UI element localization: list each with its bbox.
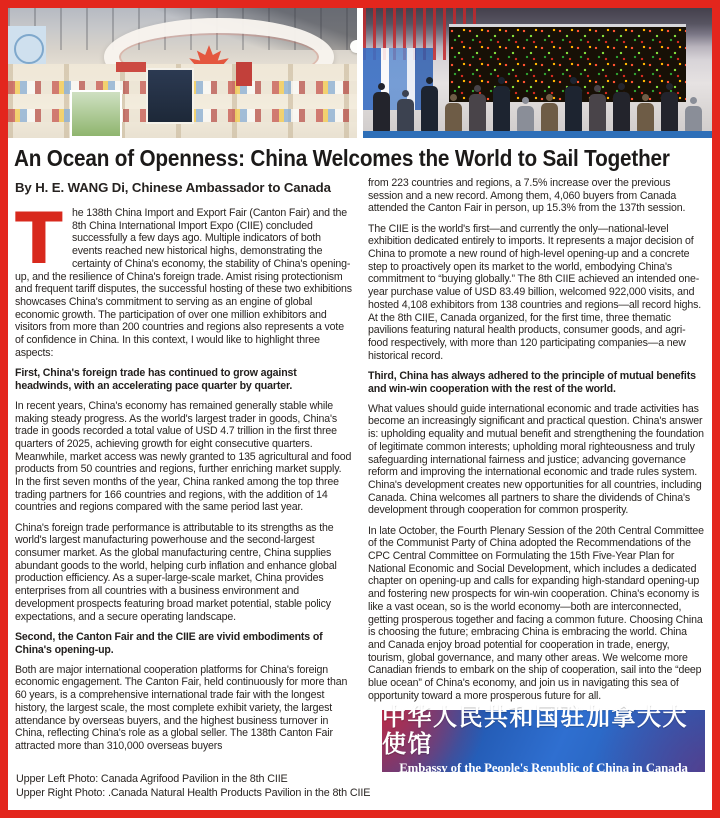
section-heading: Third, China has always adhered to the principle of mutual benefits and win-win cooperation with the rest of the world.	[368, 369, 696, 395]
embassy-banner	[382, 705, 705, 776]
embassy-name-chinese: 中华人民共和国驻加拿大大使馆	[382, 705, 688, 759]
paragraph	[15, 198, 352, 359]
left-column	[15, 177, 352, 772]
paragraph: China's foreign trade performance is attributable to its strengths as the world's largest manufacturing powerhouse and the second-largest consumer market. As the global manufacturing centre, China supplies abundant goods to the world, helping curb inflation and enhance global production efficiency. As a super-large-scale market, China provides enterprises from all countries with a business environment and development prospects featuring broad market potential, stable policy expectations, and a secure operating landscape.	[15, 521, 337, 623]
photo-captions	[16, 773, 370, 800]
photo-health-products-pavilion	[363, 8, 712, 138]
article-columns	[8, 177, 712, 776]
right-column	[368, 177, 705, 776]
embassy-name-english: Embassy of the People's Republic of China in Canada	[399, 761, 688, 776]
photo-strip	[8, 8, 712, 138]
paragraph: from 223 countries and regions, a 7.5% increase over the previous session and a new record. Among them, 4,060 buyers from Canada attended the Canton Fair in person, up 15.3% from the 137th session.	[368, 177, 686, 215]
paragraph-text: he 138th China Import and Export Fair (Canton Fair) and the 8th China International Import Expo (CIIE) concluded successfully a few days ago. Multiple indicators of both events reached new historical highs, demonstrating the certainty of China's economy, the stability of China's opening-up, and the resilience of China's foreign trade. Amist rising protectionism and frequent tariff disputes, the successful hosting of these two exhibitions showcases China's commitment to serving as an engine of global economic growth. The participation of over one million exhibitors and visitors from more than 200 countries and regions also represents a vote of confidence in China. In this context, I would like to highlight three aspects:	[15, 207, 352, 359]
paragraph: The CIIE is the world's first—and currently the only—national-level exhibition dedicated entirely to imports. It represents a major decision of China to promote a new round of high-level opening-up and a concrete step to proactively open its market to the world, embodying China's commitment to “buying globally.” The 8th CIIE achieved an intended one-year purchase value of USD 83.49 billion, welcomed 922,000 visits, and hosted 4,108 exhibitors from 138 countries and regions—all record highs. At the 8th CIIE, Canada organized, for the first time, three thematic pavilions featuring natural health products, consumer goods, and agri-food respectively, with more than 120 participating companies—a new historical record.	[368, 222, 702, 362]
paragraph: What values should guide international economic and trade activities has become an increasingly significant and practical question. China's answer is: upholding equality and mutual benefit and strengthening the foundation of legitimate common interests; upholding moral righteousness and truly safeguarding international fairness and justice; advancing governance reform and improving the international economic and trade rules system. China's development creates new opportunities for all countries, including Canada. China welcomes all partners to share the dividends of China's development through cooperation for common prosperity.	[368, 402, 704, 517]
byline: By H. E. WANG Di, Chinese Ambassador to Canada	[15, 180, 331, 195]
alberta-sign	[350, 40, 357, 53]
green-display-board	[70, 90, 122, 138]
red-sign	[236, 62, 252, 86]
paragraph: In recent years, China's economy has remained generally stable while making steady progress. As the world's largest trader in goods, China's trade in goods recorded a total value of USD 4.7 trillion in the first three quarters of 2025, achieving growth for eight consecutive quarters. Meanwhile, market access was newly granted to 135 agricultural and food products from 50 countries and regions, further enriching market supply. In the first seven months of the year, China ranked among the top three trading partners for 166 countries and regions, with the addition of 14 countries and regions compared with the same period last year.	[15, 399, 352, 514]
section-heading: First, China's foreign trade has continued to grow against headwinds, with an accelerating pace quarter by quarter.	[15, 366, 297, 392]
drop-cap: T	[15, 198, 63, 280]
caption-upper-right: Upper Right Photo: .Canada Natural Health Products Pavilion in the 8th CIIE	[16, 786, 371, 799]
caption-upper-left: Upper Left Photo: Canada Agrifood Pavilion in the 8th CIIE	[16, 773, 288, 785]
visitor-crowd	[363, 78, 712, 132]
page-title: An Ocean of Openness: China Welcomes the World to Sail Together	[14, 145, 670, 171]
photo-agrifood-pavilion	[8, 8, 357, 138]
paragraph: Both are major international cooperation platforms for China's foreign economic engagement. The Canton Fair, held continuously for more than 60 years, is a comprehensive international trade fair with the longest history, the largest scale, the most complete exhibit variety, the largest attendance by overseas buyers, and the highest business turnover in China, reflecting China's role as a global seller. The 138th Canton Fair attracted more than 310,000 overseas buyers	[15, 663, 348, 752]
paragraph: In late October, the Fourth Plenary Session of the 20th Central Committee of the Communist Party of China adopted the Recommendations of the CPC Central Committee on Formulating the 15th Five-Year Plan for National Economic and Social Development, which includes a dedicated chapter on opening-up and calls for expanding high-standard opening-up and fostering new prospects for win-win cooperation. China's economy is like a vast ocean, so is the world economy—both are interconnected, getting prosperous together and facing a common future. Choosing China is choosing the future; embracing China is embracing the world. China and Canada enjoy broad potential for cooperation in trade, energy, tourism, global governance, and many other areas. We welcome more Canadian friends to embark on the ship of cooperation, sail into the “deep blue ocean” of China's economy, and join us in navigating this sea of opportunity toward a more prosperous future for all.	[368, 524, 704, 702]
red-sign	[116, 62, 146, 72]
section-heading: Second, the Canton Fair and the CIIE are vivid embodiments of China's opening-up.	[15, 630, 323, 656]
floor-strip	[363, 131, 712, 138]
navy-display-board	[146, 68, 194, 124]
